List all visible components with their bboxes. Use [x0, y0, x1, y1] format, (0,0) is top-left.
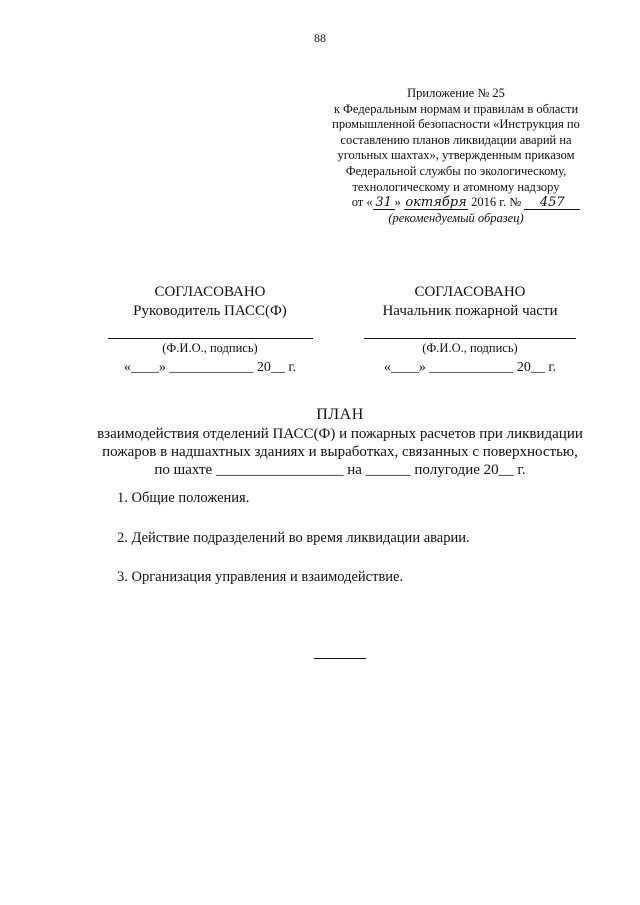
recommended-note: (рекомендуемый образец) — [388, 210, 524, 225]
plan-heading-block — [60, 405, 620, 479]
plan-title: ПЛАН — [316, 406, 364, 423]
approval-left — [95, 283, 325, 376]
approval-role: Начальник пожарной части — [382, 303, 558, 319]
order-year: 2016 г. № — [471, 195, 522, 210]
order-prefix: от « — [351, 195, 373, 210]
appendix-line: Федеральной службы по экологическому, — [345, 163, 567, 178]
appendix-line: к Федеральным нормам и правилам в области — [333, 101, 579, 116]
section-item: 2. Действие подразделений во время ликвидации аварии. — [117, 530, 470, 546]
approval-date: «____» ____________ 20__ г. — [383, 360, 557, 375]
plan-subtitle-line: по шахте _________________ на ______ полугодие 20__ г. — [154, 462, 526, 478]
section-item: 1. Общие положения. — [117, 490, 250, 506]
order-day: 31 — [373, 196, 395, 210]
approval-title: СОГЛАСОВАНО — [414, 284, 526, 300]
approval-title: СОГЛАСОВАНО — [154, 284, 266, 300]
end-divider — [314, 658, 366, 659]
signature-line — [364, 338, 576, 339]
page-number: 88 — [314, 31, 326, 45]
order-date-line — [316, 195, 616, 211]
appendix-line: технологическому и атомному надзору — [352, 179, 560, 194]
appendix-line: промышленной безопасности «Инструкция по — [332, 117, 580, 132]
plan-subtitle-line: пожаров в надшахтных зданиях и выработках, связанных с поверхностью, — [102, 444, 578, 460]
approval-role: Руководитель ПАСС(Ф) — [133, 303, 287, 319]
fio-caption: (Ф.И.О., подпись) — [422, 341, 518, 355]
approval-date: «____» ____________ 20__ г. — [123, 360, 297, 375]
fio-caption: (Ф.И.О., подпись) — [162, 341, 258, 355]
plan-subtitle-line: взаимодействия отделений ПАСС(Ф) и пожарных расчетов при ликвидации — [97, 426, 583, 442]
appendix-block — [296, 86, 616, 226]
appendix-line: угольных шахтах», утвержденным приказом — [337, 148, 575, 163]
approval-right — [350, 283, 590, 376]
order-number: 457 — [524, 196, 580, 210]
signature-line — [108, 338, 313, 339]
order-month: октября — [405, 195, 467, 211]
appendix-line: Приложение № 25 — [407, 86, 505, 100]
appendix-line: составлению планов ликвидации аварий на — [340, 132, 572, 147]
section-item: 3. Организация управления и взаимодействие. — [117, 569, 404, 585]
order-mid: » — [394, 195, 401, 210]
